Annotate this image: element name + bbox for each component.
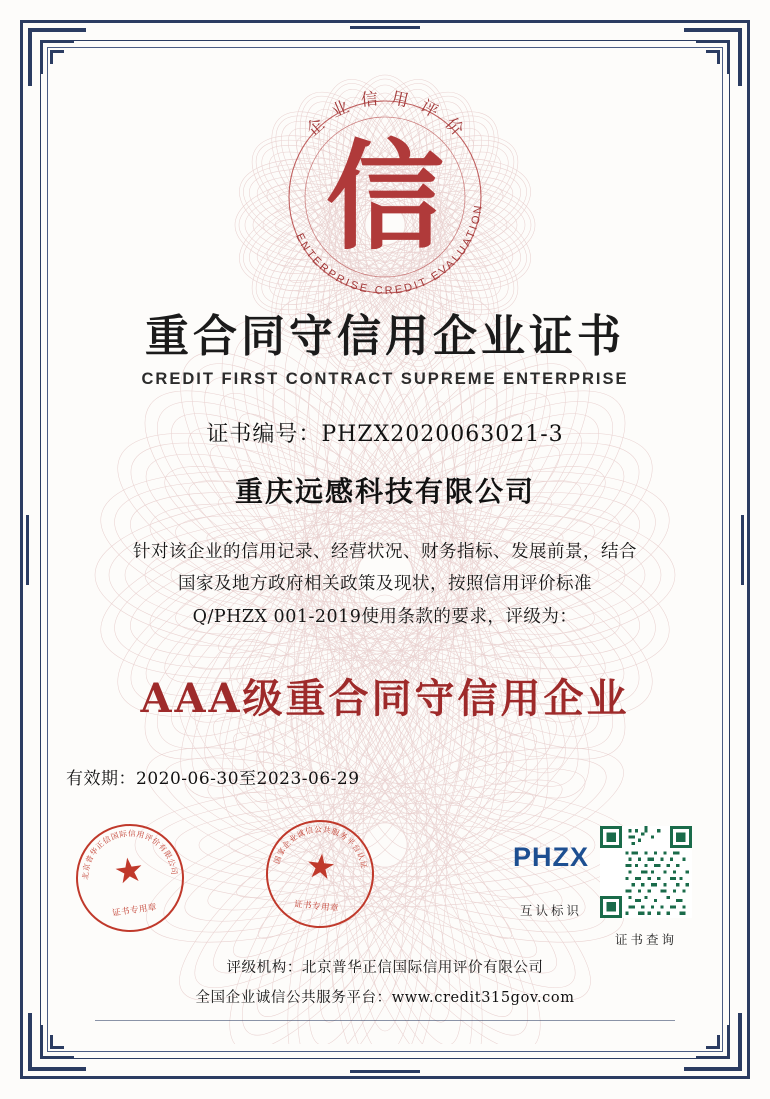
- seal-star-icon: ★: [111, 850, 147, 892]
- body-line-2: 国家及地方政府相关政策及现状，按照信用评价标准: [178, 574, 592, 595]
- body-line-1: 针对该企业的信用记录、经营状况、财务指标、发展前景，结合: [133, 542, 637, 562]
- footer-agency: 评级机构：北京普华正信国际信用评价有限公司: [226, 960, 544, 976]
- body-line-3: Q/PHZX 001-2019使用条款的要求，评级为：: [192, 606, 578, 627]
- footer-platform-url: 全国企业诚信公共服务平台：www.credit315gov.com: [195, 990, 575, 1006]
- phzx-logo-caption: 互认标识: [519, 903, 582, 918]
- footer-divider: [95, 1020, 675, 1021]
- qr-code-block[interactable]: [594, 826, 698, 948]
- seal-bottom-text: 证书专用章: [293, 899, 340, 915]
- corner-ornament-top-right: [684, 28, 742, 86]
- corner-ornament-bottom-right: [684, 1013, 742, 1071]
- emblem-center-glyph: 信: [325, 127, 445, 266]
- validity-period: 有效期：2020-06-30至2023-06-29: [66, 769, 360, 790]
- qr-code-icon[interactable]: [600, 826, 692, 918]
- certificate-title-en: CREDIT FIRST CONTRACT SUPREME ENTERPRISE: [141, 370, 629, 388]
- company-name: 重庆远感科技有限公司: [234, 475, 535, 508]
- seal-bottom-text: 证书专用章: [111, 902, 158, 919]
- svg-text:企业信用评价: 企业信用评价: [302, 88, 475, 149]
- seals-row: [66, 820, 704, 950]
- svg-text:ENTERPRISE CREDIT EVALUATION: ENTERPRISE CREDIT EVALUATION: [293, 202, 485, 298]
- svg-text:国家企业诚信公共服务平台认证: 国家企业诚信公共服务平台认证: [272, 824, 369, 871]
- certificate-number: 证书编号：PHZX2020063021-3: [206, 422, 564, 447]
- phzx-logo-text: PHZX: [512, 842, 589, 872]
- seal-star-icon: ★: [303, 847, 338, 888]
- corner-ornament-bottom-left: [28, 1013, 86, 1071]
- credit-emblem: [270, 82, 500, 312]
- certificate-content: [60, 300, 710, 799]
- corner-ornament-top-left: [28, 28, 86, 86]
- svg-text:北京普华正信国际信用评价有限公司: 北京普华正信国际信用评价有限公司: [80, 828, 180, 881]
- seal-public-service-platform: [261, 815, 380, 934]
- certificate-title-cn: 重合同守信用企业证书: [145, 311, 625, 362]
- edge-ornament-bottom: [350, 1070, 420, 1073]
- certificate-body: [105, 536, 665, 633]
- seal-beijing-puhua: [69, 817, 191, 939]
- edge-ornament-left: [26, 515, 29, 585]
- qr-code-caption: 证书查询: [614, 932, 677, 947]
- edge-ornament-top: [350, 26, 420, 29]
- edge-ornament-right: [741, 515, 744, 585]
- grade-text: AAA级重合同守信用企业: [140, 675, 630, 723]
- certificate-footer: [0, 956, 770, 1007]
